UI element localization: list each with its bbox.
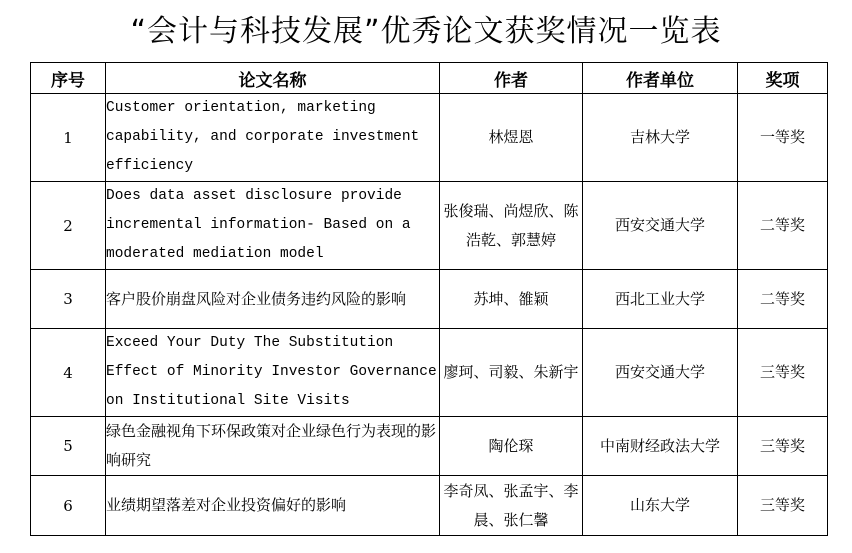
cell-unit: 中南财经政法大学 — [583, 417, 738, 476]
header-unit: 作者单位 — [583, 63, 738, 94]
cell-paper-title: Customer orientation, marketing capability, and corporate investment efficiency — [106, 94, 440, 182]
cell-award: 三等奖 — [738, 476, 828, 536]
cell-award: 一等奖 — [738, 94, 828, 182]
header-author: 作者 — [440, 63, 583, 94]
cell-award: 二等奖 — [738, 182, 828, 270]
cell-no: 1 — [31, 94, 106, 182]
cell-unit: 吉林大学 — [583, 94, 738, 182]
cell-no: 6 — [31, 476, 106, 536]
table-row — [31, 182, 828, 270]
cell-author: 廖珂、司毅、朱新宇 — [440, 329, 583, 417]
cell-author: 李奇凤、张孟宇、李晨、张仁馨 — [440, 476, 583, 536]
cell-award: 三等奖 — [738, 417, 828, 476]
header-award: 奖项 — [738, 63, 828, 94]
table-row — [31, 94, 828, 182]
table-header-row — [31, 63, 828, 94]
awards-table — [30, 62, 828, 536]
cell-no: 3 — [31, 270, 106, 329]
table-row — [31, 270, 828, 329]
header-no: 序号 — [31, 63, 106, 94]
cell-no: 4 — [31, 329, 106, 417]
cell-paper-title: Does data asset disclosure provide incremental information- Based on a moderated mediation model — [106, 182, 440, 270]
cell-author: 苏坤、雒颖 — [440, 270, 583, 329]
cell-paper-title: 业绩期望落差对企业投资偏好的影响 — [106, 476, 440, 536]
cell-award: 三等奖 — [738, 329, 828, 417]
header-paper: 论文名称 — [106, 63, 440, 94]
cell-no: 5 — [31, 417, 106, 476]
cell-paper-title: 客户股价崩盘风险对企业债务违约风险的影响 — [106, 270, 440, 329]
table-row — [31, 329, 828, 417]
cell-unit: 西安交通大学 — [583, 182, 738, 270]
page-title: “会计与科技发展”优秀论文获奖情况一览表 — [130, 14, 722, 49]
cell-unit: 西安交通大学 — [583, 329, 738, 417]
cell-paper-title: Exceed Your Duty The Substitution Effect of Minority Investor Governance on Institutional Site Visits — [106, 329, 440, 417]
cell-unit: 西北工业大学 — [583, 270, 738, 329]
cell-no: 2 — [31, 182, 106, 270]
table-row — [31, 476, 828, 536]
cell-paper-title: 绿色金融视角下环保政策对企业绿色行为表现的影响研究 — [106, 417, 440, 476]
cell-author: 张俊瑞、尚煜欣、陈浩乾、郭慧婷 — [440, 182, 583, 270]
cell-author: 林煜恩 — [440, 94, 583, 182]
cell-author: 陶伦琛 — [440, 417, 583, 476]
cell-award: 二等奖 — [738, 270, 828, 329]
cell-unit: 山东大学 — [583, 476, 738, 536]
table-row — [31, 417, 828, 476]
